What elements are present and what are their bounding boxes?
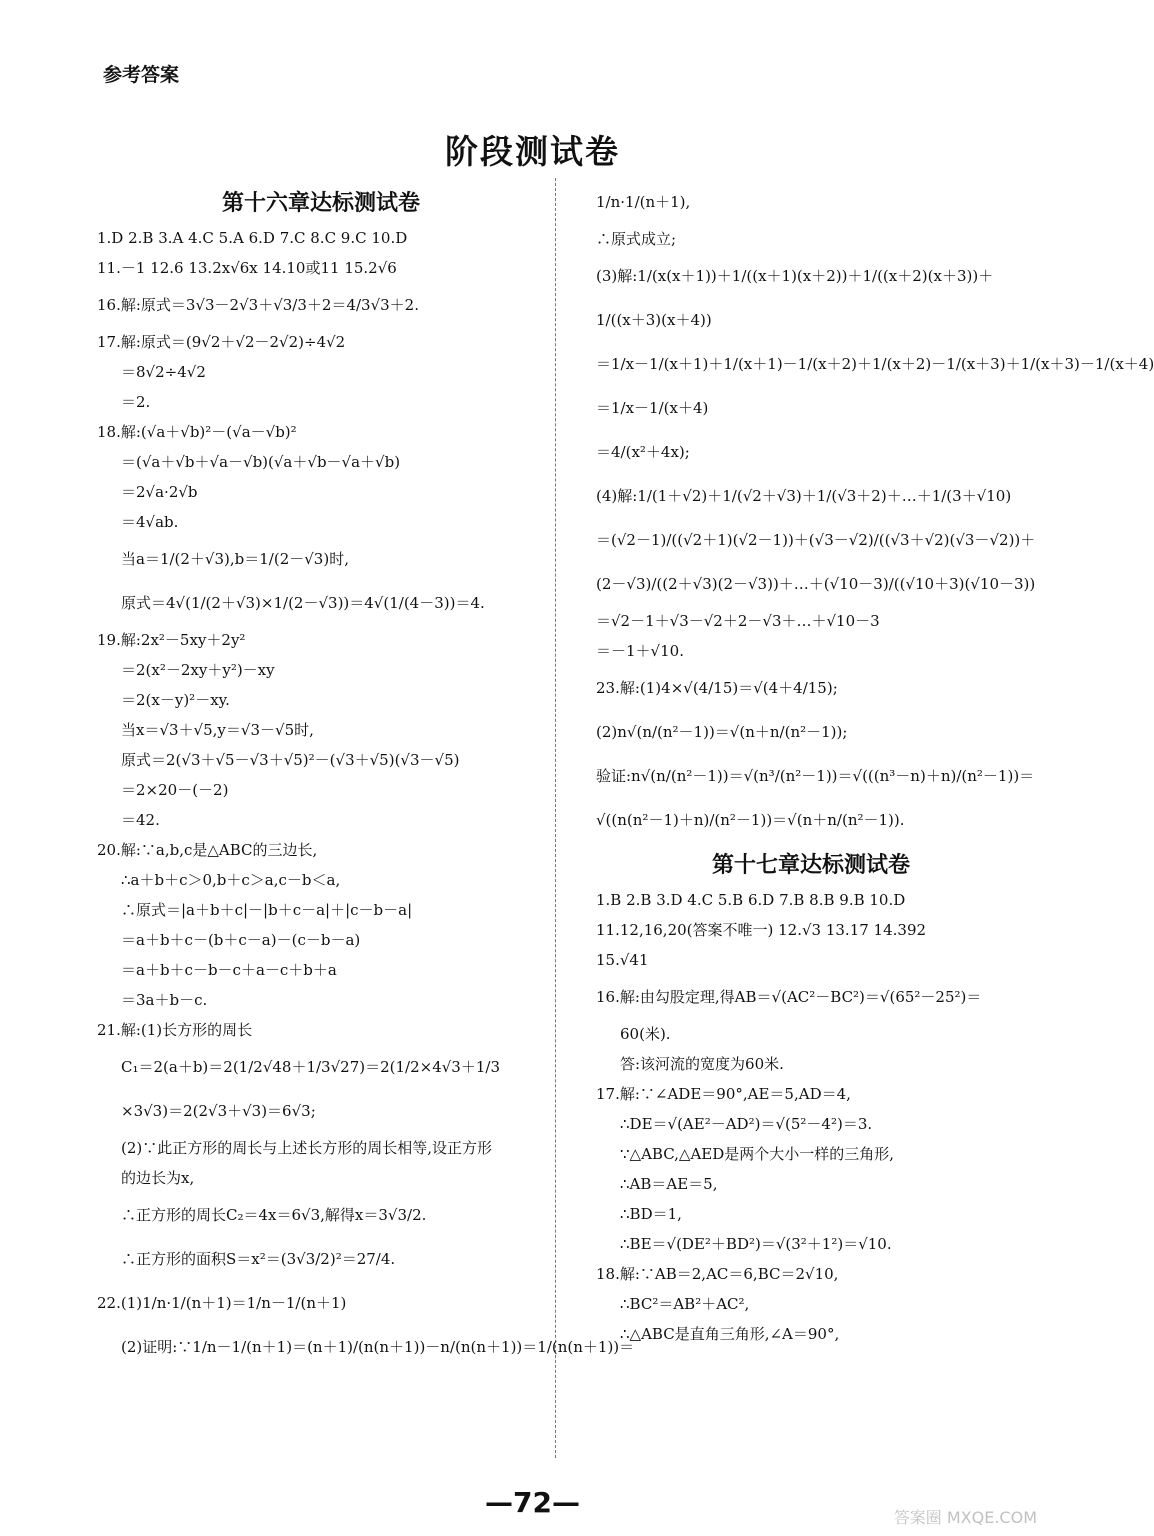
answer-line: 21.解:(1)长方形的周长 bbox=[97, 1021, 253, 1039]
answer-line: √((n(n²－1)＋n)/(n²－1))＝√(n＋n/(n²－1)). bbox=[596, 811, 905, 829]
answer-line: ∵△ABC,△AED是两个大小一样的三角形, bbox=[620, 1145, 895, 1163]
answer-line: (2)∵此正方形的周长与上述长方形的周长相等,设正方形 bbox=[121, 1139, 493, 1157]
answer-line: ∴DE＝√(AE²－AD²)＝√(5²－4²)＝3. bbox=[620, 1115, 873, 1133]
answer-line: ∴正方形的周长C₂＝4x＝6√3,解得x＝3√3/2. bbox=[121, 1206, 427, 1224]
section-title-chapter-17: 第十七章达标测试卷 bbox=[711, 853, 910, 878]
answer-line: C₁＝2(a＋b)＝2(1/2√48＋1/3√27)＝2(1/2×4√3＋1/3 bbox=[121, 1058, 500, 1076]
answer-line: 答:该河流的宽度为60米. bbox=[620, 1055, 784, 1073]
answer-line: 18.解:∵AB＝2,AC＝6,BC＝2√10, bbox=[596, 1265, 839, 1283]
page-title: 阶段测试卷 bbox=[445, 132, 620, 171]
answer-line: 17.解:∵∠ADE＝90°,AE＝5,AD＝4, bbox=[596, 1085, 851, 1103]
answer-line: ＝42. bbox=[121, 811, 160, 829]
answer-line: 16.解:原式＝3√3－2√3＋√3/3＋2＝4/3√3＋2. bbox=[97, 296, 419, 314]
answer-line: 20.解:∵a,b,c是△ABC的三边长, bbox=[97, 841, 318, 859]
answer-line: 11.12,16,20(答案不唯一) 12.√3 13.17 14.392 bbox=[596, 921, 927, 939]
answer-line: (2)证明:∵1/n－1/(n＋1)＝(n＋1)/(n(n＋1))－n/(n(n＋1))＝1/(n(n＋1))＝ bbox=[121, 1338, 635, 1356]
answer-line: ＝2√a·2√b bbox=[121, 483, 198, 501]
answer-line: ＝4/(x²＋4x); bbox=[596, 443, 690, 461]
answer-line: ∴BE＝√(DE²＋BD²)＝√(3²＋1²)＝√10. bbox=[620, 1235, 892, 1253]
answer-line: 当a＝1/(2＋√3),b＝1/(2－√3)时, bbox=[121, 550, 349, 568]
answer-line: (2)n√(n/(n²－1))＝√(n＋n/(n²－1)); bbox=[596, 723, 848, 741]
page-number: —72— bbox=[485, 1486, 580, 1519]
answer-line: ＝a＋b＋c－(b＋c－a)－(c－b－a) bbox=[121, 931, 361, 949]
answer-line: ×3√3)＝2(2√3＋√3)＝6√3; bbox=[121, 1102, 316, 1120]
answer-line: 当x＝√3＋√5,y＝√3－√5时, bbox=[121, 721, 314, 739]
answer-line: 60(米). bbox=[620, 1025, 671, 1043]
answer-line: ∴BC²＝AB²＋AC², bbox=[620, 1295, 750, 1313]
answer-line: 15.√41 bbox=[596, 951, 649, 969]
answer-line: ＝1/x－1/(x＋4) bbox=[596, 399, 709, 417]
answer-line: ＝2(x²－2xy＋y²)－xy bbox=[121, 661, 275, 679]
answer-line: ＝(√2－1)/((√2＋1)(√2－1))＋(√3－√2)/((√3＋√2)(√3－√2))＋ bbox=[596, 531, 1036, 549]
answer-line: ∴AB＝AE＝5, bbox=[620, 1175, 718, 1193]
answer-line: 1/((x＋3)(x＋4)) bbox=[596, 311, 712, 329]
answer-line: ∴原式＝|a＋b＋c|－|b＋c－a|＋|c－b－a| bbox=[121, 901, 413, 919]
answer-line: 1.D 2.B 3.A 4.C 5.A 6.D 7.C 8.C 9.C 10.D bbox=[97, 229, 408, 247]
answer-line: ∴正方形的面积S＝x²＝(3√3/2)²＝27/4. bbox=[121, 1250, 396, 1268]
answer-line: ∴BD＝1, bbox=[620, 1205, 682, 1223]
answer-line: ＝2. bbox=[121, 393, 151, 411]
answer-line: ∴a＋b＋c＞0,b＋c＞a,c－b＜a, bbox=[121, 871, 341, 889]
right-column bbox=[596, 180, 1154, 1349]
column-divider bbox=[555, 178, 556, 1458]
answer-line: 原式＝2(√3＋√5－√3＋√5)²－(√3＋√5)(√3－√5) bbox=[121, 751, 460, 769]
answer-line: 18.解:(√a＋√b)²－(√a－√b)² bbox=[97, 423, 297, 441]
section-title-chapter-16: 第十六章达标测试卷 bbox=[221, 191, 420, 216]
answer-line: 1.B 2.B 3.D 4.C 5.B 6.D 7.B 8.B 9.B 10.D bbox=[596, 891, 906, 909]
header-label: 参考答案 bbox=[103, 64, 180, 86]
answer-line: ＝8√2÷4√2 bbox=[121, 363, 206, 381]
answer-line: 16.解:由勾股定理,得AB＝√(AC²－BC²)＝√(65²－25²)＝ bbox=[596, 988, 982, 1006]
answer-line: 原式＝4√(1/(2＋√3)×1/(2－√3))＝4√(1/(4－3))＝4. bbox=[121, 594, 485, 612]
answer-line: (2－√3)/((2＋√3)(2－√3))＋…＋(√10－3)/((√10＋3)(√10－3)) bbox=[596, 575, 1036, 593]
answer-line: 的边长为x, bbox=[121, 1169, 195, 1187]
answer-line: ＝1/x－1/(x＋1)＋1/(x＋1)－1/(x＋2)＋1/(x＋2)－1/(x＋3)＋1/(x＋3)－1/(x＋4) bbox=[596, 355, 1154, 373]
answer-line: 验证:n√(n/(n²－1))＝√(n³/(n²－1))＝√(((n³－n)＋n)/(n²－1))＝ bbox=[596, 767, 1035, 785]
answer-line: ＝2×20－(－2) bbox=[121, 781, 229, 799]
answer-line: ＝4√ab. bbox=[121, 513, 179, 531]
watermark-text: 答案圈 MXQE.COM bbox=[893, 1508, 1037, 1527]
answer-line: ＝3a＋b－c. bbox=[121, 991, 208, 1009]
answer-line: ＝－1＋√10. bbox=[596, 642, 684, 660]
answer-line: (3)解:1/(x(x＋1))＋1/((x＋1)(x＋2))＋1/((x＋2)(x＋3))＋ bbox=[596, 267, 994, 285]
answer-line: 1/n·1/(n＋1), bbox=[596, 193, 691, 211]
answer-line: (4)解:1/(1＋√2)＋1/(√2＋√3)＋1/(√3＋2)＋…＋1/(3＋√10) bbox=[596, 487, 1012, 505]
answer-line: 17.解:原式＝(9√2＋√2－2√2)÷4√2 bbox=[97, 333, 346, 351]
answer-line: ∴原式成立; bbox=[596, 230, 677, 248]
answer-line: ＝a＋b＋c－b－c＋a－c＋b＋a bbox=[121, 961, 337, 979]
answer-line: ＝√2－1＋√3－√2＋2－√3＋…＋√10－3 bbox=[596, 612, 880, 630]
answer-line: 23.解:(1)4×√(4/15)＝√(4＋4/15); bbox=[596, 679, 838, 697]
answer-line: ∴△ABC是直角三角形,∠A＝90°, bbox=[620, 1325, 840, 1343]
answer-line: 11.－1 12.6 13.2x√6x 14.10或11 15.2√6 bbox=[97, 259, 397, 277]
answer-line: ＝2(x－y)²－xy. bbox=[121, 691, 230, 709]
answer-line: 19.解:2x²－5xy＋2y² bbox=[97, 631, 246, 649]
answer-line: 22.(1)1/n·1/(n＋1)＝1/n－1/(n＋1) bbox=[97, 1294, 347, 1312]
answer-line: ＝(√a＋√b＋√a－√b)(√a＋√b－√a＋√b) bbox=[121, 453, 401, 471]
